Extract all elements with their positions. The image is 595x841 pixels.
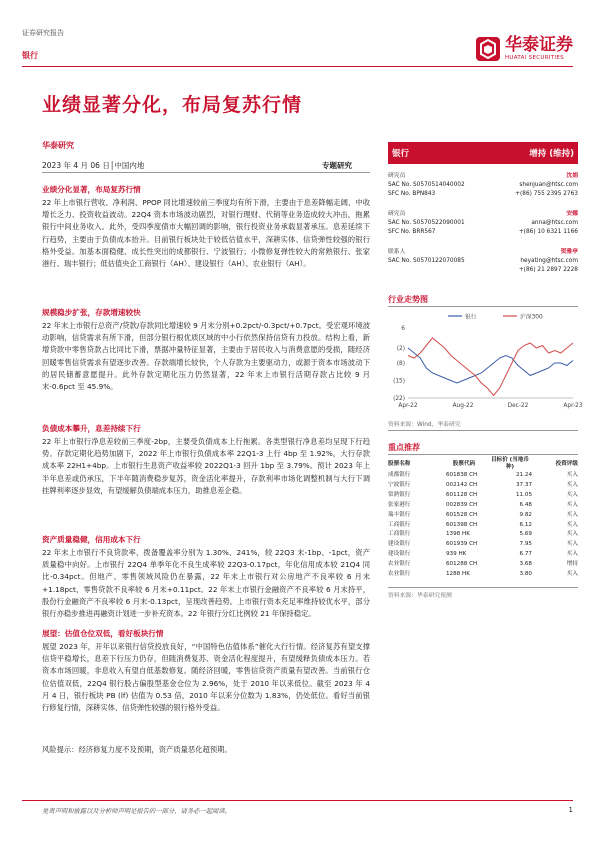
table-cell: 宁波银行 <box>388 481 411 488</box>
logo <box>475 36 573 62</box>
section-1 <box>42 184 370 270</box>
table-row <box>388 540 578 550</box>
legend-label: 沪深300 <box>520 314 543 321</box>
section-heading: 负债成本攀升，息差持续下行 <box>42 424 141 433</box>
section-3 <box>42 423 370 497</box>
table-cell: 601838 CH <box>446 472 478 478</box>
table-cell: 1288 HK <box>446 571 470 578</box>
table-cell: 939 HK <box>446 551 467 558</box>
series-line <box>408 338 573 396</box>
y-tick-label: 6 <box>401 326 405 332</box>
analyst-role: 联系人 <box>388 249 406 255</box>
analyst-phone: +(86) 21 2897 2228 <box>518 267 578 273</box>
table-cell: 成都银行 <box>388 472 411 478</box>
industry-trend-chart <box>388 310 583 412</box>
table-cell: 农业银行 <box>388 571 411 578</box>
section-4 <box>42 534 370 620</box>
rating-label: 增持 (维持) <box>529 149 574 159</box>
analyst-role: 研究员 <box>388 173 406 179</box>
section-body: 22 年末上市银行不良贷款率、拨备覆盖率分别为 1.30%、241%，较 22Q3 末-1bp、-1pct，资产质量稳中向好。上市银行 22Q4 单季年化不良生成率较 22Q3-0.17pct，年化信用成本较 21Q4 同比-0.34pct。但地产、零售领域风险仍在暴露，22 年末上市银行对公房地产不良率较 6 月末+1.18pct，零售贷款不良率较 6 月末+0.11pct。22 年末上市银行金融资产不良率较 6 月末持平，股份行金融资产不良率较 6 月末-0.13pct，呈现改善趋势。上市银行资本充足率维持较优水平，部分银行亦稳步推进再融资计划进一步补充资本。22 年银行分红比例较 21 年保持稳定。 <box>42 548 370 619</box>
report-type-label: 证券研究报告 <box>22 29 64 37</box>
table-cell: 买入 <box>566 531 578 538</box>
table-cell: 买入 <box>566 521 578 528</box>
table-cell: 6.77 <box>519 551 532 558</box>
header-divider <box>22 66 573 67</box>
x-tick-label: Apr-23 <box>563 403 583 409</box>
section-tag: 银行 <box>22 51 38 60</box>
table-cell: 601128 CH <box>446 491 478 498</box>
analyst-name: 沈娟 <box>566 173 578 179</box>
table-cell: 601398 CH <box>446 521 478 528</box>
table-cell: 买入 <box>566 481 578 488</box>
section-body: 22 年上市银行营收、净利润、PPOP 同比增速较前三季度均有所下滑，主要由于息差降幅走阔、中收增长乏力、投资收益波动。22Q4 资本市场波动剧烈，对银行理财、代销等业务造成较大冲击，拖累银行中间业务收入。此外，受四季度债市大幅回调的影响，银行投资业务承载显著承压。息差延续下行趋势，主要由于负债成本抬升。目前银行板块处于较低估值水平，深耕实体、信贷弹性较强的银行格外受益。加基本面稳健、成长性突出的成都银行、宁波银行；小微修复弹性较大的常熟银行、张家港行、瑞丰银行；低估值央企工商银行（AH）、建设银行（AH）、农业银行（AH）。 <box>42 198 370 269</box>
picks-header: 股票名称 <box>388 460 411 467</box>
table-cell: 买入 <box>566 511 578 518</box>
report-title: 业绩显著分化，布局复苏行情 <box>42 94 303 116</box>
analyst-block-3 <box>388 248 578 275</box>
table-row <box>388 560 578 570</box>
chart-divider <box>388 306 578 307</box>
disclaimer-note: 免责声明和披露以及分析师声明是报告的一部分，请务必一起阅读。 <box>42 808 231 815</box>
y-tick-label: (2) <box>396 346 405 352</box>
analyst-email[interactable]: shenjuan@htsc.com <box>519 182 578 188</box>
table-row <box>388 501 578 511</box>
table-row <box>388 471 578 481</box>
analyst-sac: SAC No. S0570522090001 <box>388 220 465 226</box>
table-cell: 工商银行 <box>388 521 411 528</box>
analyst-email[interactable]: heyating@htsc.com <box>520 258 578 264</box>
table-cell: 6.12 <box>519 521 532 528</box>
table-cell: 买入 <box>566 571 578 578</box>
table-cell: 买入 <box>566 551 578 558</box>
table-cell: 601288 CH <box>446 561 478 568</box>
picks-table <box>388 457 578 580</box>
section-body: 22 年上市银行净息差较前三季度-2bp，主要受负债成本上行拖累。各类型银行净息差均呈现下行趋势。存款定期化趋势加剧下，2022 年上市银行负债成本率 22Q1-3 上行 4bp 至 1.92%，大行存款成本率 22H1+4bp。上市银行生息资产收益率较 2022Q1-3 回升 1bp 至 3.79%。预计 2023 年上半年息差或仍承压，下半年随消费稳步复苏，资金活化率提升，存款利率市场化调整机制与大行下调挂牌利率逐步显效，有望缓解负债端成本压力，助推息差企稳。 <box>42 437 370 495</box>
table-cell: 37.37 <box>515 481 532 488</box>
section-2 <box>42 307 370 393</box>
table-row <box>388 491 578 501</box>
table-cell: 增持 <box>566 561 578 568</box>
analyst-sac: SAC No. S0570122070085 <box>388 258 465 264</box>
table-cell: 601528 CH <box>446 511 478 518</box>
analyst-phone: +(86) 10 6321 1166 <box>518 229 578 235</box>
x-tick-label: Aug-22 <box>452 403 474 409</box>
analyst-sac: SAC No. S0570514040002 <box>388 182 465 188</box>
analyst-name: 安娜 <box>566 211 578 217</box>
page-number: 1 <box>568 806 573 814</box>
risk-note: 风险提示：经济修复力度不及预期，资产质量恶化超预期。 <box>42 745 232 754</box>
table-cell: 6.48 <box>519 501 532 508</box>
chart-source: 资料来源：Wind，华泰研究 <box>388 422 461 428</box>
table-row <box>388 481 578 491</box>
chart-source-divider <box>388 430 578 431</box>
table-cell: 7.95 <box>519 541 532 548</box>
table-row <box>388 511 578 521</box>
picks-bottom-divider <box>388 587 578 588</box>
section-body: 22 年末上市银行总资产/贷款/存款同比增速较 9 月末分别+0.2pct/-0.3pct/+0.7pct。受宏观环境波动影响，信贷需求有所下滑，但部分银行根优质区域的中小行依然保持信贷有力投放。结构上看，新增贷款中零售贷款占比同比下滑，票据冲量特征显著，主要由于居民收入与消费意愿的受损，随经济回暖零售信贷需求有望逐步改善。存款端增长较快，个人存款为主要驱动力，或源于资本市场波动下的居民储蓄意愿提升。此外存款定期化压力仍然显著，22 年末上市银行活期存款占比较 9 月末-0.6pct 至 45.9%。 <box>42 321 370 392</box>
section-5 <box>42 628 370 714</box>
table-cell: 601939 CH <box>446 541 478 548</box>
table-cell: 建设银行 <box>388 541 411 548</box>
logo-mark-icon <box>475 36 501 62</box>
table-row <box>388 550 578 560</box>
table-cell: 5.69 <box>519 531 532 538</box>
analyst-block-2 <box>388 210 578 237</box>
logo-text: 华泰证券 <box>505 35 573 55</box>
section-body: 展望 2023 年，开年以来银行信贷投放良好，“中国特色估值体系”催化大行行情。经济复苏有望支撑信贷平稳增长，息差下行压力仍存，但随消费复苏、资金活化程度提升，有望缓释负债成本压力。若资本市场回暖，非息收入有望自低基数修复。随经济回暖，零售信贷资产质量有望改善。当前银行仓位估值双低，22Q4 银行股占偏股型基金仓位为 2.96%，处于 2010 年以来低位。截至 2023 年 4 月 4 日，银行板块 PB (lf) 估值为 0.53 倍，2010 年以来分位数为 1.83%，仍处低位。看好当前银行修复行情，深耕实体、信贷弹性较强的银行格外受益。 <box>42 642 370 713</box>
picks-header: 目标价 (当地币种) <box>490 457 530 470</box>
dateline-divider <box>42 172 370 173</box>
analyst-name: 贺雅亭 <box>560 249 578 255</box>
x-tick-label: Apr-22 <box>398 403 418 409</box>
table-cell: 11.05 <box>515 491 532 498</box>
legend-label: 银行 <box>465 314 477 321</box>
table-cell: 9.82 <box>519 511 532 518</box>
table-cell: 002142 CH <box>446 481 478 488</box>
section-heading: 业绩分化显著，布局复苏行情 <box>42 185 141 194</box>
research-brand: 华泰研究 <box>42 141 74 150</box>
table-cell: 买入 <box>566 541 578 548</box>
y-tick-label: (8) <box>396 361 405 367</box>
x-tick-label: Dec-22 <box>507 403 529 409</box>
picks-header: 投资评级 <box>555 460 578 467</box>
analyst-email[interactable]: anna@htsc.com <box>531 220 578 226</box>
section-heading: 资产质量稳健，信用成本下行 <box>42 535 141 544</box>
analyst-role: 研究员 <box>388 211 406 217</box>
table-cell: 张家港行 <box>388 501 411 508</box>
table-row <box>388 530 578 540</box>
analyst-sfc: SFC No. BPN843 <box>388 191 436 197</box>
table-cell: 1398 HK <box>446 531 470 538</box>
picks-divider <box>388 454 578 455</box>
table-cell: 常熟银行 <box>388 491 411 498</box>
table-row <box>388 521 578 531</box>
table-cell: 买入 <box>566 472 578 478</box>
table-cell: 工商银行 <box>388 531 411 538</box>
y-tick-label: (15) <box>393 378 405 385</box>
picks-source: 资料来源：华泰研究预测 <box>388 593 452 599</box>
chart-title: 行业走势图 <box>388 295 428 304</box>
table-cell: 002839 CH <box>446 501 478 508</box>
y-tick-label: (22) <box>393 396 405 402</box>
table-row <box>388 570 578 580</box>
table-cell: 21.24 <box>515 472 532 478</box>
report-dateline: 2023 年 4 月 06 日│中国内地 <box>42 161 145 170</box>
industry-label: 银行 <box>392 149 410 159</box>
table-cell: 买入 <box>566 501 578 508</box>
footer-divider <box>22 800 573 801</box>
table-cell: 买入 <box>566 491 578 498</box>
analyst-block-1 <box>388 172 578 199</box>
table-cell: 3.68 <box>519 561 532 568</box>
table-cell: 3.80 <box>519 571 532 578</box>
report-doctype: 专题研究 <box>322 161 352 170</box>
logo-subtext: HUATAI SECURITIES <box>505 55 564 61</box>
rating-bar <box>388 142 578 164</box>
table-cell: 农业银行 <box>388 561 411 568</box>
section-heading: 规模稳步扩张，存款增速较快 <box>42 308 141 317</box>
section-heading: 展望：估值仓位双低，看好板块行情 <box>42 629 164 638</box>
table-cell: 瑞丰银行 <box>388 511 411 518</box>
picks-header: 股票代码 <box>452 460 476 467</box>
analyst-sfc: SFC No. BRR567 <box>388 229 436 235</box>
table-cell: 建设银行 <box>388 551 411 558</box>
analyst-phone: +(86) 755 2395 2763 <box>515 191 578 197</box>
picks-title: 重点推荐 <box>388 443 420 452</box>
